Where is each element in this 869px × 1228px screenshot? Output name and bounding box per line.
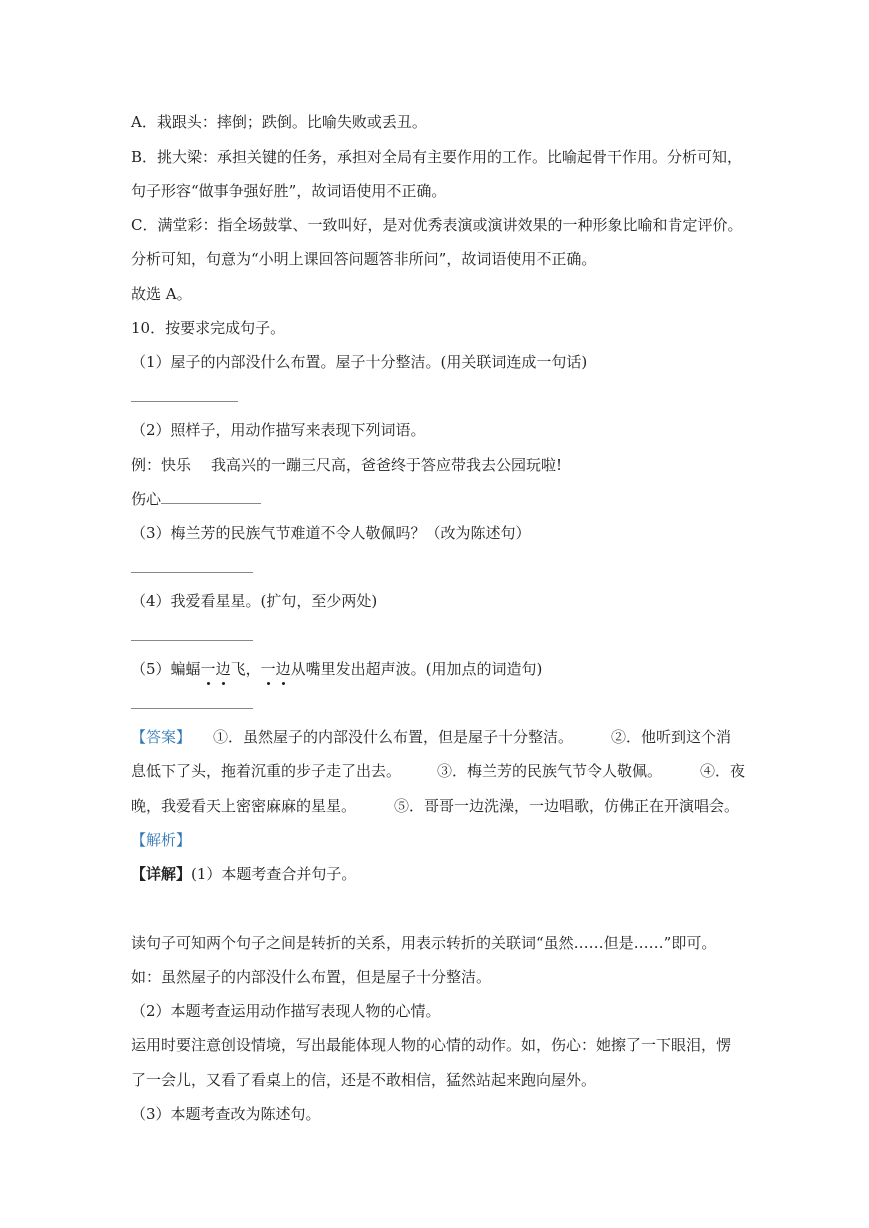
option-b-line1: B．挑大梁：承担关键的任务，承担对全局有主要作用的工作。比喻起骨干作用。分析可知， [131,148,743,166]
detail-label: 【详解】 [131,865,192,883]
explain-2b: 了一会儿，又看了看桌上的信，还是不敢相信，猛然站起来跑向屋外。 [131,1071,597,1089]
option-a: A．栽跟头：摔倒；跌倒。比喻失败或丢丑。 [131,113,427,131]
explain-3: （3）本题考查改为陈述句。 [131,1105,321,1123]
dotted-char: 一 [260,660,276,678]
example-line [131,455,562,475]
choice-line: 故选 A。 [131,285,192,303]
analysis-label: 【解析】 [131,831,192,849]
dotted-char: 边 [215,660,231,678]
detail-line [131,864,356,884]
sad-line [131,489,261,509]
option-b-line2: 句子形容“做事争强好胜”，故词语使用不正确。 [131,182,447,200]
question-10-item-2: （2）照样子，用动作描写来表现下列词语。 [131,421,426,439]
answer-blank-3 [131,572,253,573]
explain-1a: 读句子可知两个句子之间是转折的关系，用表示转折的关联词“虽然……但是……”即可。 [131,934,717,952]
answer-line-3 [131,796,739,816]
option-c-line2: 分析可知，句意为“小明上课回答问题答非所问”，故词语使用不正确。 [131,250,597,268]
answer-line-1 [131,727,731,747]
answer-blank-2 [161,489,261,504]
answer-5: ⑤．哥哥一边洗澡，一边唱歌，仿佛正在开演唱会。 [394,797,740,815]
question-10-item-4: （4）我爱看星星。(扩句，至少两处) [131,592,378,610]
question-10-item-1: （1）屋子的内部没什么布置。屋子十分整洁。(用关联词连成一句话) [131,353,588,371]
answer-1: ①．虽然屋子的内部没什么布置，但是屋子十分整洁。 [213,728,574,746]
explain-1b: 如：虽然屋子的内部没什么布置，但是屋子十分整洁。 [131,968,492,986]
answer-3: ③．梅兰芳的民族气节令人敬佩。 [437,762,663,780]
option-c-line1: C．满堂彩：指全场鼓掌、一致叫好，是对优秀表演或演讲效果的一种形象比喻和肯定评价。 [131,216,743,234]
answer-label: 【答案】 [131,728,192,746]
explain-2: （2）本题考查运用动作描写表现人物的心情。 [131,1002,441,1020]
answer-blank-1 [131,401,238,402]
sad-label: 伤心 [131,490,162,508]
dotted-char: 边 [275,660,291,678]
answer-blank-4 [131,640,253,641]
question-10-item-5: （5）蝙蝠一边飞，一边从嘴里发出超声波。(用加点的词造句) [131,660,543,678]
question-10-title: 10．按要求完成句子。 [131,319,286,337]
dotted-char: 一 [200,660,216,678]
example-label: 例：快乐 [131,456,192,474]
detail-1: (1）本题考查合并句子。 [191,865,357,883]
answer-blank-5 [131,708,253,709]
answer-2-start: ②．他听到这个消 [611,728,732,746]
question-10-item-3: （3）梅兰芳的民族气节难道不令人敬佩吗？（改为陈述句） [131,524,531,542]
explain-2a: 运用时要注意创设情境，写出最能体现人物的心情的动作。如，伤心：她擦了一下眼泪，愣 [131,1036,732,1054]
answer-4-end: 晚，我爱看天上密密麻麻的星星。 [131,797,357,815]
answer-2-end: 息低下了头，拖着沉重的步子走了出去。 [131,762,402,780]
example-text: 我高兴的一蹦三尺高，爸爸终于答应带我去公园玩啦! [211,456,563,474]
answer-4-start: ④．夜 [700,762,746,780]
answer-line-2 [131,761,745,781]
